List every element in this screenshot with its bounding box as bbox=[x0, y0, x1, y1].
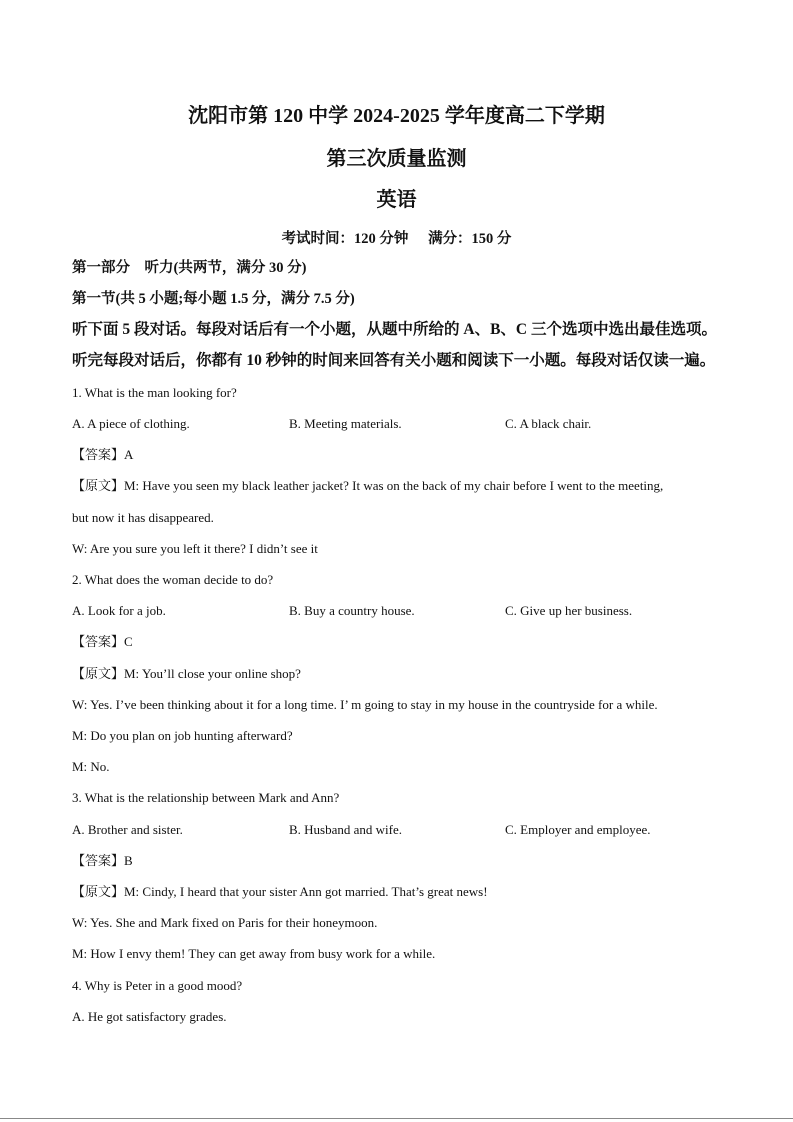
exam-time: 考试时间：120 分钟 bbox=[281, 231, 409, 247]
page-bottom-rule bbox=[0, 1118, 793, 1119]
transcript-line: M: How I envy them! They can get away from busy work for a while. bbox=[72, 946, 436, 961]
subject-title: 英语 bbox=[376, 189, 417, 211]
option-c: C. Employer and employee. bbox=[505, 822, 651, 837]
transcript-line: 【原文】M: You’ll close your online shop? bbox=[72, 666, 301, 681]
question-stem: 4. Why is Peter in a good mood? bbox=[72, 978, 243, 993]
option-c: C. Give up her business. bbox=[505, 603, 633, 618]
question-stem: 3. What is the relationship between Mark and Ann? bbox=[72, 790, 340, 805]
transcript-line: M: Do you plan on job hunting afterward? bbox=[72, 728, 293, 743]
option-c: C. A black chair. bbox=[505, 416, 592, 431]
instruction-line: 听下面 5 段对话。每段对话后有一个小题，从题中所给的 A、B、C 三个选项中选出最佳选项。 bbox=[72, 321, 717, 338]
answer: 【答案】A bbox=[72, 447, 134, 462]
option-b: B. Buy a country house. bbox=[289, 603, 415, 618]
transcript-line: 【原文】M: Cindy, I heard that your sister Ann got married. That’s great news! bbox=[72, 884, 488, 899]
full-score: 满分：150 分 bbox=[428, 231, 512, 247]
transcript-line: M: No. bbox=[72, 759, 110, 774]
option-a: A. Look for a job. bbox=[72, 603, 166, 618]
transcript-line: but now it has disappeared. bbox=[72, 510, 214, 525]
option-a: A. He got satisfactory grades. bbox=[72, 1009, 227, 1024]
exam-subtitle: 第三次质量监测 bbox=[326, 148, 467, 170]
answer: 【答案】B bbox=[72, 853, 133, 868]
answer: 【答案】C bbox=[72, 634, 133, 649]
option-a: A. A piece of clothing. bbox=[72, 416, 190, 431]
question-stem: 2. What does the woman decide to do? bbox=[72, 572, 274, 587]
transcript-line: W: Yes. I’ve been thinking about it for a long time. I’ m going to stay in my house in the countryside for a while. bbox=[72, 697, 658, 712]
transcript-line: W: Are you sure you left it there? I didn’t see it bbox=[72, 541, 318, 556]
option-b: B. Meeting materials. bbox=[289, 416, 402, 431]
option-a: A. Brother and sister. bbox=[72, 822, 183, 837]
option-b: B. Husband and wife. bbox=[289, 822, 403, 837]
exam-title: 沈阳市第 120 中学 2024-2025 学年度高二下学期 bbox=[188, 105, 605, 127]
exam-meta bbox=[0, 227, 793, 248]
part-heading: 第一部分 听力(共两节，满分 30 分) bbox=[72, 260, 307, 276]
transcript-line: W: Yes. She and Mark fixed on Paris for their honeymoon. bbox=[72, 915, 378, 930]
transcript-line: 【原文】M: Have you seen my black leather jacket? It was on the back of my chair before I went to the meeting, bbox=[72, 478, 664, 493]
section-heading: 第一节(共 5 小题;每小题 1.5 分，满分 7.5 分) bbox=[72, 291, 355, 307]
instruction-line: 听完每段对话后，你都有 10 秒钟的时间来回答有关小题和阅读下一小题。每段对话仅读一遍。 bbox=[72, 352, 716, 369]
question-stem: 1. What is the man looking for? bbox=[72, 385, 237, 400]
